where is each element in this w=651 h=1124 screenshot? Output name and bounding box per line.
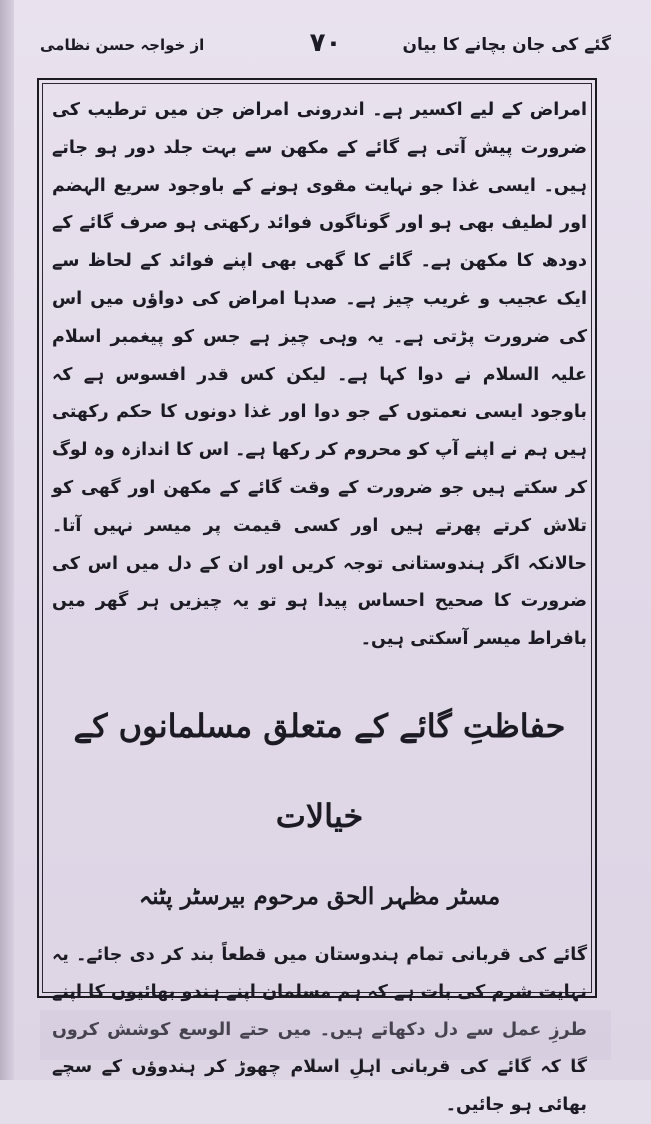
section-byline: مسٹر مظہر الحق مرحوم بیرسٹر پٹنہ — [138, 882, 501, 910]
faded-bleed-through — [40, 1010, 611, 1060]
page-header — [40, 28, 611, 68]
section-heading: حفاظتِ گائے کے متعلق مسلمانوں کے خیالات — [73, 706, 566, 835]
body-paragraph-2: گائے کی قربانی تمام ہندوستان میں قطعاً بند کر دی جائے۔ یہ نہایت شرم کی بات ہے کہ ہم مسلمان اپنے ہندو بھائیوں کا اپنے طرزِ عمل سے دل دکھاتے ہیں۔ میں حتے الوسع کوشش کروں گا کہ گائے کی قربانی اہلِ اسلام چھوڑ کر ہندوؤں کے سچے بھائی ہو جائیں۔ — [52, 944, 587, 1115]
running-title: گئے کی جان بچانے کا بیان — [402, 35, 611, 55]
body-paragraph-1: امراض کے لیے اکسیر ہے۔ اندرونی امراض جن میں ترطیب کی ضرورت پیش آتی ہے گائے کے مکھن سے بہت جلد دور ہو جاتے ہیں۔ ایسی غذا جو نہایت مقوی ہونے کے باوجود سریع الہضم اور لطیف بھی ہو اور گوناگوں فوائد رکھتی ہو صرف گائے کے دودھ کا مکھن ہے۔ گائے کا گھی بھی اپنے فوائد کے لحاظ سے ایک عجیب و غریب چیز ہے۔ صدہا امراض کی دواؤں میں اس کی ضرورت پڑتی ہے۔ یہ وہی چیز ہے جس کو پیغمبر اسلام علیہ السلام نے دوا کہا ہے۔ لیکن کس قدر افسوس ہے کہ باوجود ایسی نعمتوں کے جو دوا اور غذا دونوں کا حکم رکھتی ہیں ہم نے اپنے آپ کو محروم کر رکھا ہے۔ اس کا اندازہ وہ لوگ کر سکتے ہیں جو ضرورت کے وقت گائے کے مکھن اور گھی کو تلاش کرتے پھرتے ہیں اور کسی قیمت پر میسر نہیں آتا۔ حالانکہ اگر ہندوستانی توجہ کریں اور ان کے دل میں اس کی ضرورت کا صحیح احساس پیدا ہو تو یہ چیزیں ہر گھر میں بافراط میسر آسکتی ہیں۔ — [52, 100, 587, 650]
page-number: ۷۰ — [309, 28, 342, 58]
page-gutter-shadow — [0, 0, 14, 1080]
page-content — [52, 92, 587, 1124]
running-author: از خواجہ حسن نظامی — [40, 36, 205, 54]
